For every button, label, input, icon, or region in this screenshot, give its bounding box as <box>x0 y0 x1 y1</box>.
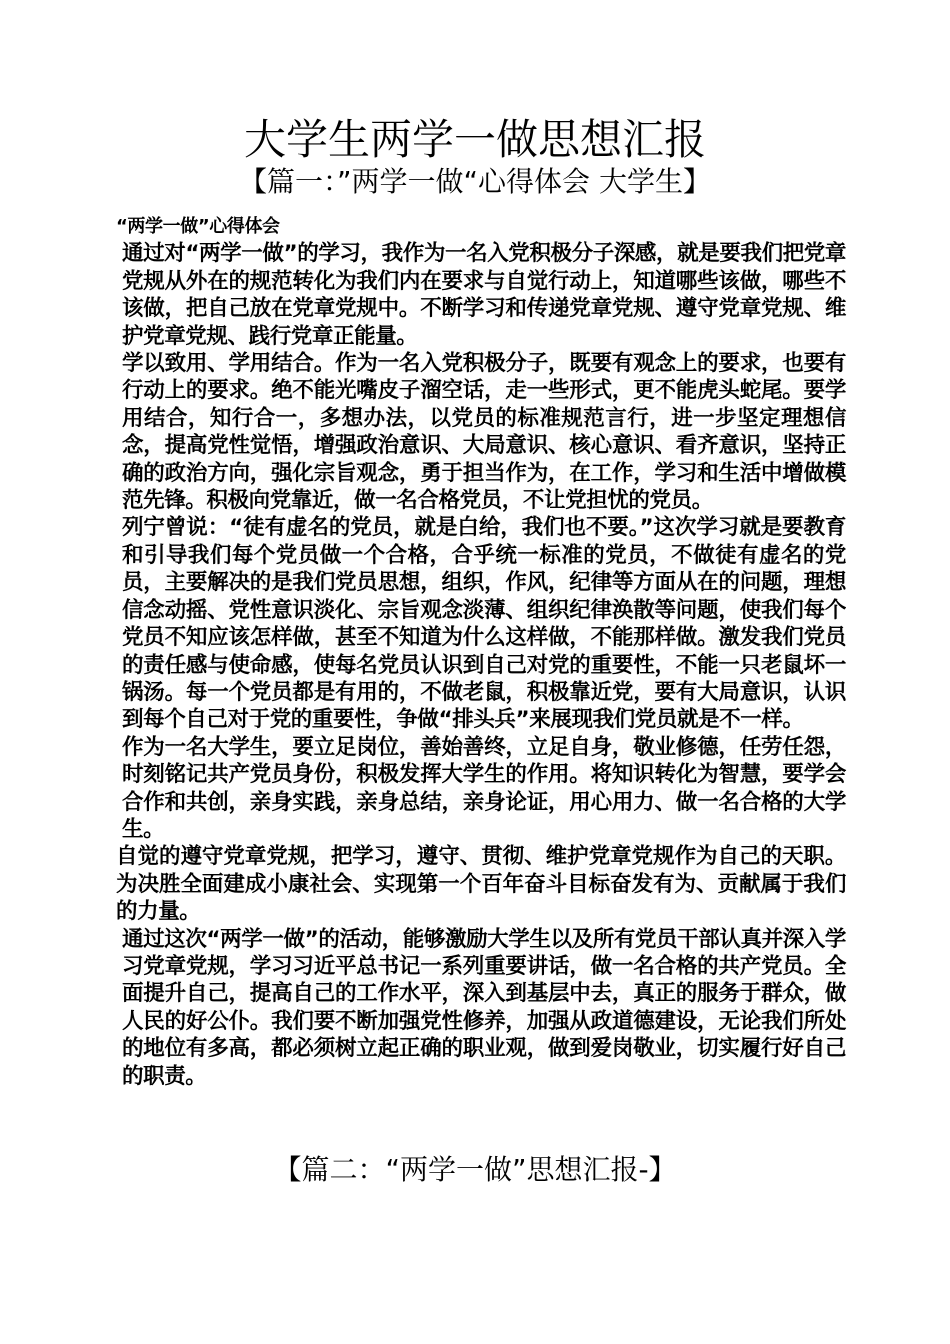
paragraph: 列宁曾说：“徒有虚名的党员，就是白给，我们也不要。”这次学习就是要教育和引导我们每个党员做一个合格，合乎统一标准的党员，不做徒有虚名的党员，主要解决的是我们党员思想，组织，作风，纪律等方面从在的问题，理想信念动摇、党性意识淡化、宗旨观念淡薄、组织纪律涣散等问题，使我们每个党员不知应该怎样做，甚至不知道为什么这样做，不能那样做。激发我们党员的责任感与使命感，使每名党员认识到自己对党的重要性，不能一只老鼠坏一锅汤。每一个党员都是有用的，不做老鼠，积极靠近党，要有大局意识，认识到每个自己对于党的重要性，争做“排头兵”来展现我们党员就是不一样。 <box>122 515 846 733</box>
paragraph: 作为一名大学生，要立足岗位，善始善终，立足自身，敬业修德，任劳任怨，时刻铭记共产党员身份，积极发挥大学生的作用。将知识转化为智慧，要学会合作和共创，亲身实践，亲身总结，亲身论证，用心用力、做一名合格的大学生。 <box>122 734 846 842</box>
section-heading: “两学一做”心得体会 <box>116 216 280 237</box>
paragraph: 自觉的遵守党章党规，把学习，遵守、贯彻、维护党章党规作为自己的天职。为决胜全面建成小康社会、实现第一个百年奋斗目标奋发有为、贡献属于我们的力量。 <box>116 844 846 925</box>
paragraph: 通过对“两学一做”的学习，我作为一名入党积极分子深感，就是要我们把党章党规从外在的规范转化为我们内在要求与自觉行动上，知道哪些该做，哪些不该做，把自己放在党章党规中。不断学习和传递党章党规、遵守党章党规、维护党章党规、践行党章正能量。 <box>122 241 846 349</box>
section-two-title: 【篇二：“两学一做”思想汇报-】 <box>273 1153 677 1186</box>
paragraph: 通过这次“两学一做”的活动，能够激励大学生以及所有党员干部认真并深入学习党章党规，学习习近平总书记一系列重要讲话，做一名合格的共产党员。全面提升自己，提高自己的工作水平，深入到基层中去，真正的服务于群众，做人民的好公仆。我们要不断加强党性修养，加强从政道德建设，无论我们所处的地位有多高，都必须树立起正确的职业观，做到爱岗敬业，切实履行好自己的职责。 <box>122 926 846 1089</box>
paragraph: 学以致用、学用结合。作为一名入党积极分子，既要有观念上的要求，也要有行动上的要求。绝不能光嘴皮子溜空话，走一些形式，更不能虎头蛇尾。要学用结合，知行合一，多想办法，以党员的标准规范言行，进一步坚定理想信念，提高党性觉悟，增强政治意识、大局意识、核心意识、看齐意识，坚持正确的政治方向，强化宗旨观念，勇于担当作为，在工作，学习和生活中增做模范先锋。积极向党靠近，做一名合格党员，不让党担忧的党员。 <box>122 351 846 514</box>
document-title: 大学生两学一做思想汇报 <box>243 115 706 164</box>
article-body <box>116 213 846 1090</box>
section-one-title: 【篇一：”两学一做“心得体会 大学生】 <box>239 165 711 198</box>
